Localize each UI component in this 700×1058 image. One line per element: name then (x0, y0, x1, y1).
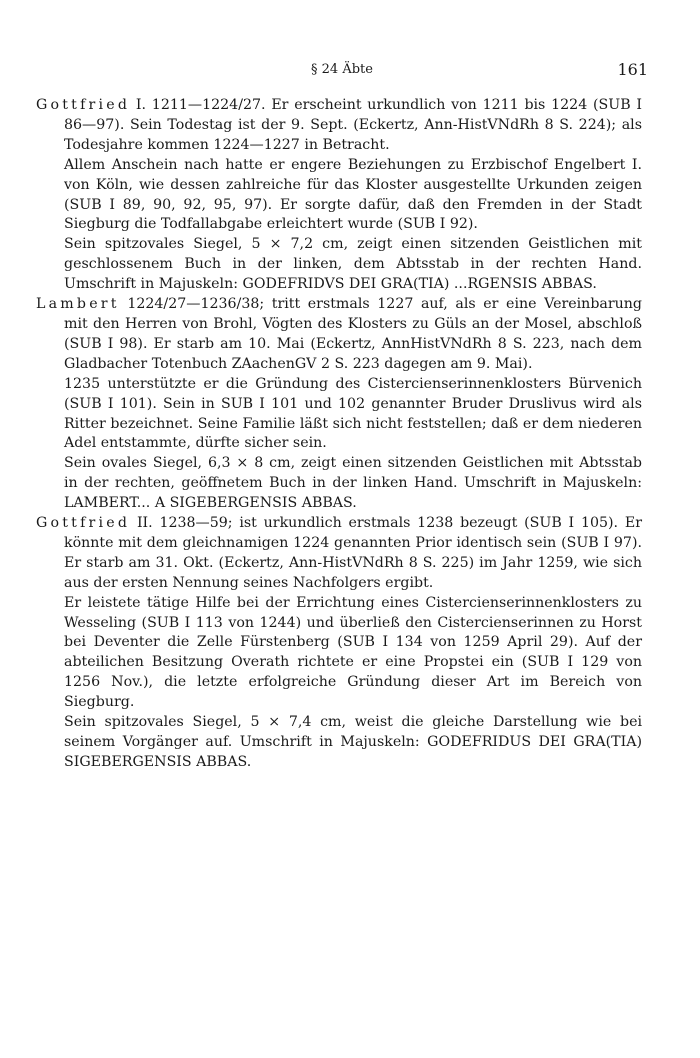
abbot-name: Gottfried (36, 515, 131, 532)
abbot-entry-gottfried-2 (36, 514, 642, 773)
entry-paragraph: Allem Anschein nach hatte er engere Beziehungen zu Erzbischof Engelbert I. von Köln, wie dessen zahlreiche für das Kloster ausgestellte Urkunden zeigen (SUB I 89, 90, 92, 95, 97). Er sorgte dafür, daß den Fremden in der Stadt Siegburg die Todfallabgabe erleichtert wurde (SUB I 92). (64, 156, 642, 233)
body-text (36, 96, 642, 773)
entry-paragraph (36, 295, 642, 375)
paragraph-text: 1224/27—1236/38; tritt erstmals 1227 auf, als er eine Vereinbarung mit den Herren von Brohl, Vögten des Klosters zu Güls an der Mosel, abschloß (SUB I 98). Er starb am 10. Mai (Eckertz, AnnHistVNdRh 8 S. 223, nach dem Gladbacher Totenbuch ZAachenGV 2 S. 223 dagegen am 9. Mai). (64, 296, 642, 372)
entry-paragraph: 1235 unterstützte er die Gründung des Cistercienserinnenklosters Bürvenich (SUB I 101). Sein in SUB I 101 und 102 genannter Bruder Druslivus wird als Ritter bezeichnet. Seine Familie läßt sich nicht feststellen; daß er dem niederen Adel entstammte, dürfte sicher sein. (64, 375, 642, 452)
entry-paragraph (36, 514, 642, 594)
paragraph-text: II. 1238—59; ist urkundlich erstmals 1238 bezeugt (SUB I 105). Er könnte mit dem gleichnamigen 1224 genannten Prior identisch sein (SUB I 97). Er starb am 31. Okt. (Eckertz, Ann-HistVNdRh 8 S. 225) im Jahr 1259, wie sich aus der ersten Nennung seines Nachfolgers ergibt. (64, 515, 642, 591)
running-head (36, 60, 648, 84)
entry-paragraph: Sein ovales Siegel, 6,3 × 8 cm, zeigt einen sitzenden Geistlichen mit Abtsstab in der rechten, geöffnetem Buch in der linken Hand. Umschrift in Majuskeln: LAMBERT... A SIGEBERGENSIS ABBAS. (64, 455, 642, 512)
entry-paragraph: Sein spitzovales Siegel, 5 × 7,2 cm, zeigt einen sitzenden Geistlichen mit geschlossenem Buch in der linken, dem Abtsstab in der rechten Hand. Umschrift in Majuskeln: GODEFRIDVS DEI GRA(TIA) ...RGENSIS ABBAS. (64, 236, 642, 293)
entry-paragraph (36, 96, 642, 156)
abbot-name: Lambert (36, 296, 120, 313)
abbot-name: Gottfried (36, 97, 131, 113)
abbot-entry-gottfried-1 (36, 96, 642, 295)
entry-paragraph: Er leistete tätige Hilfe bei der Errichtung eines Cistercienserinnenklosters zu Wesseling (SUB I 113 von 1244) und überließ den Cistercienserinnen zu Horst bei Deventer die Zelle Fürstenberg (SUB I 134 von 1259 April 29). Auf der abteilichen Besitzung Overath richtete er eine Propstei ein (SUB I 129 von 1256 Nov.), die letzte erfolgreiche Gründung dieser Art im Bereich von Siegburg. (64, 594, 642, 711)
section-title: § 24 Äbte (311, 62, 373, 77)
paragraph-text: I. 1211—1224/27. Er erscheint urkundlich von 1211 bis 1224 (SUB I 86—97). Sein Todestag ist der 9. Sept. (Eckertz, Ann-HistVNdRh 8 S. 224); als Todesjahre kommen 1224—1227 in Betracht. (64, 97, 642, 153)
abbot-entry-lambert (36, 295, 642, 514)
entry-paragraph: Sein spitzovales Siegel, 5 × 7,4 cm, weist die gleiche Darstellung wie bei seinem Vorgänger auf. Umschrift in Majuskeln: GODEFRIDUS DEI GRA(TIA) SIGEBERGENSIS ABBAS. (64, 714, 642, 770)
page-number: 161 (617, 60, 648, 79)
